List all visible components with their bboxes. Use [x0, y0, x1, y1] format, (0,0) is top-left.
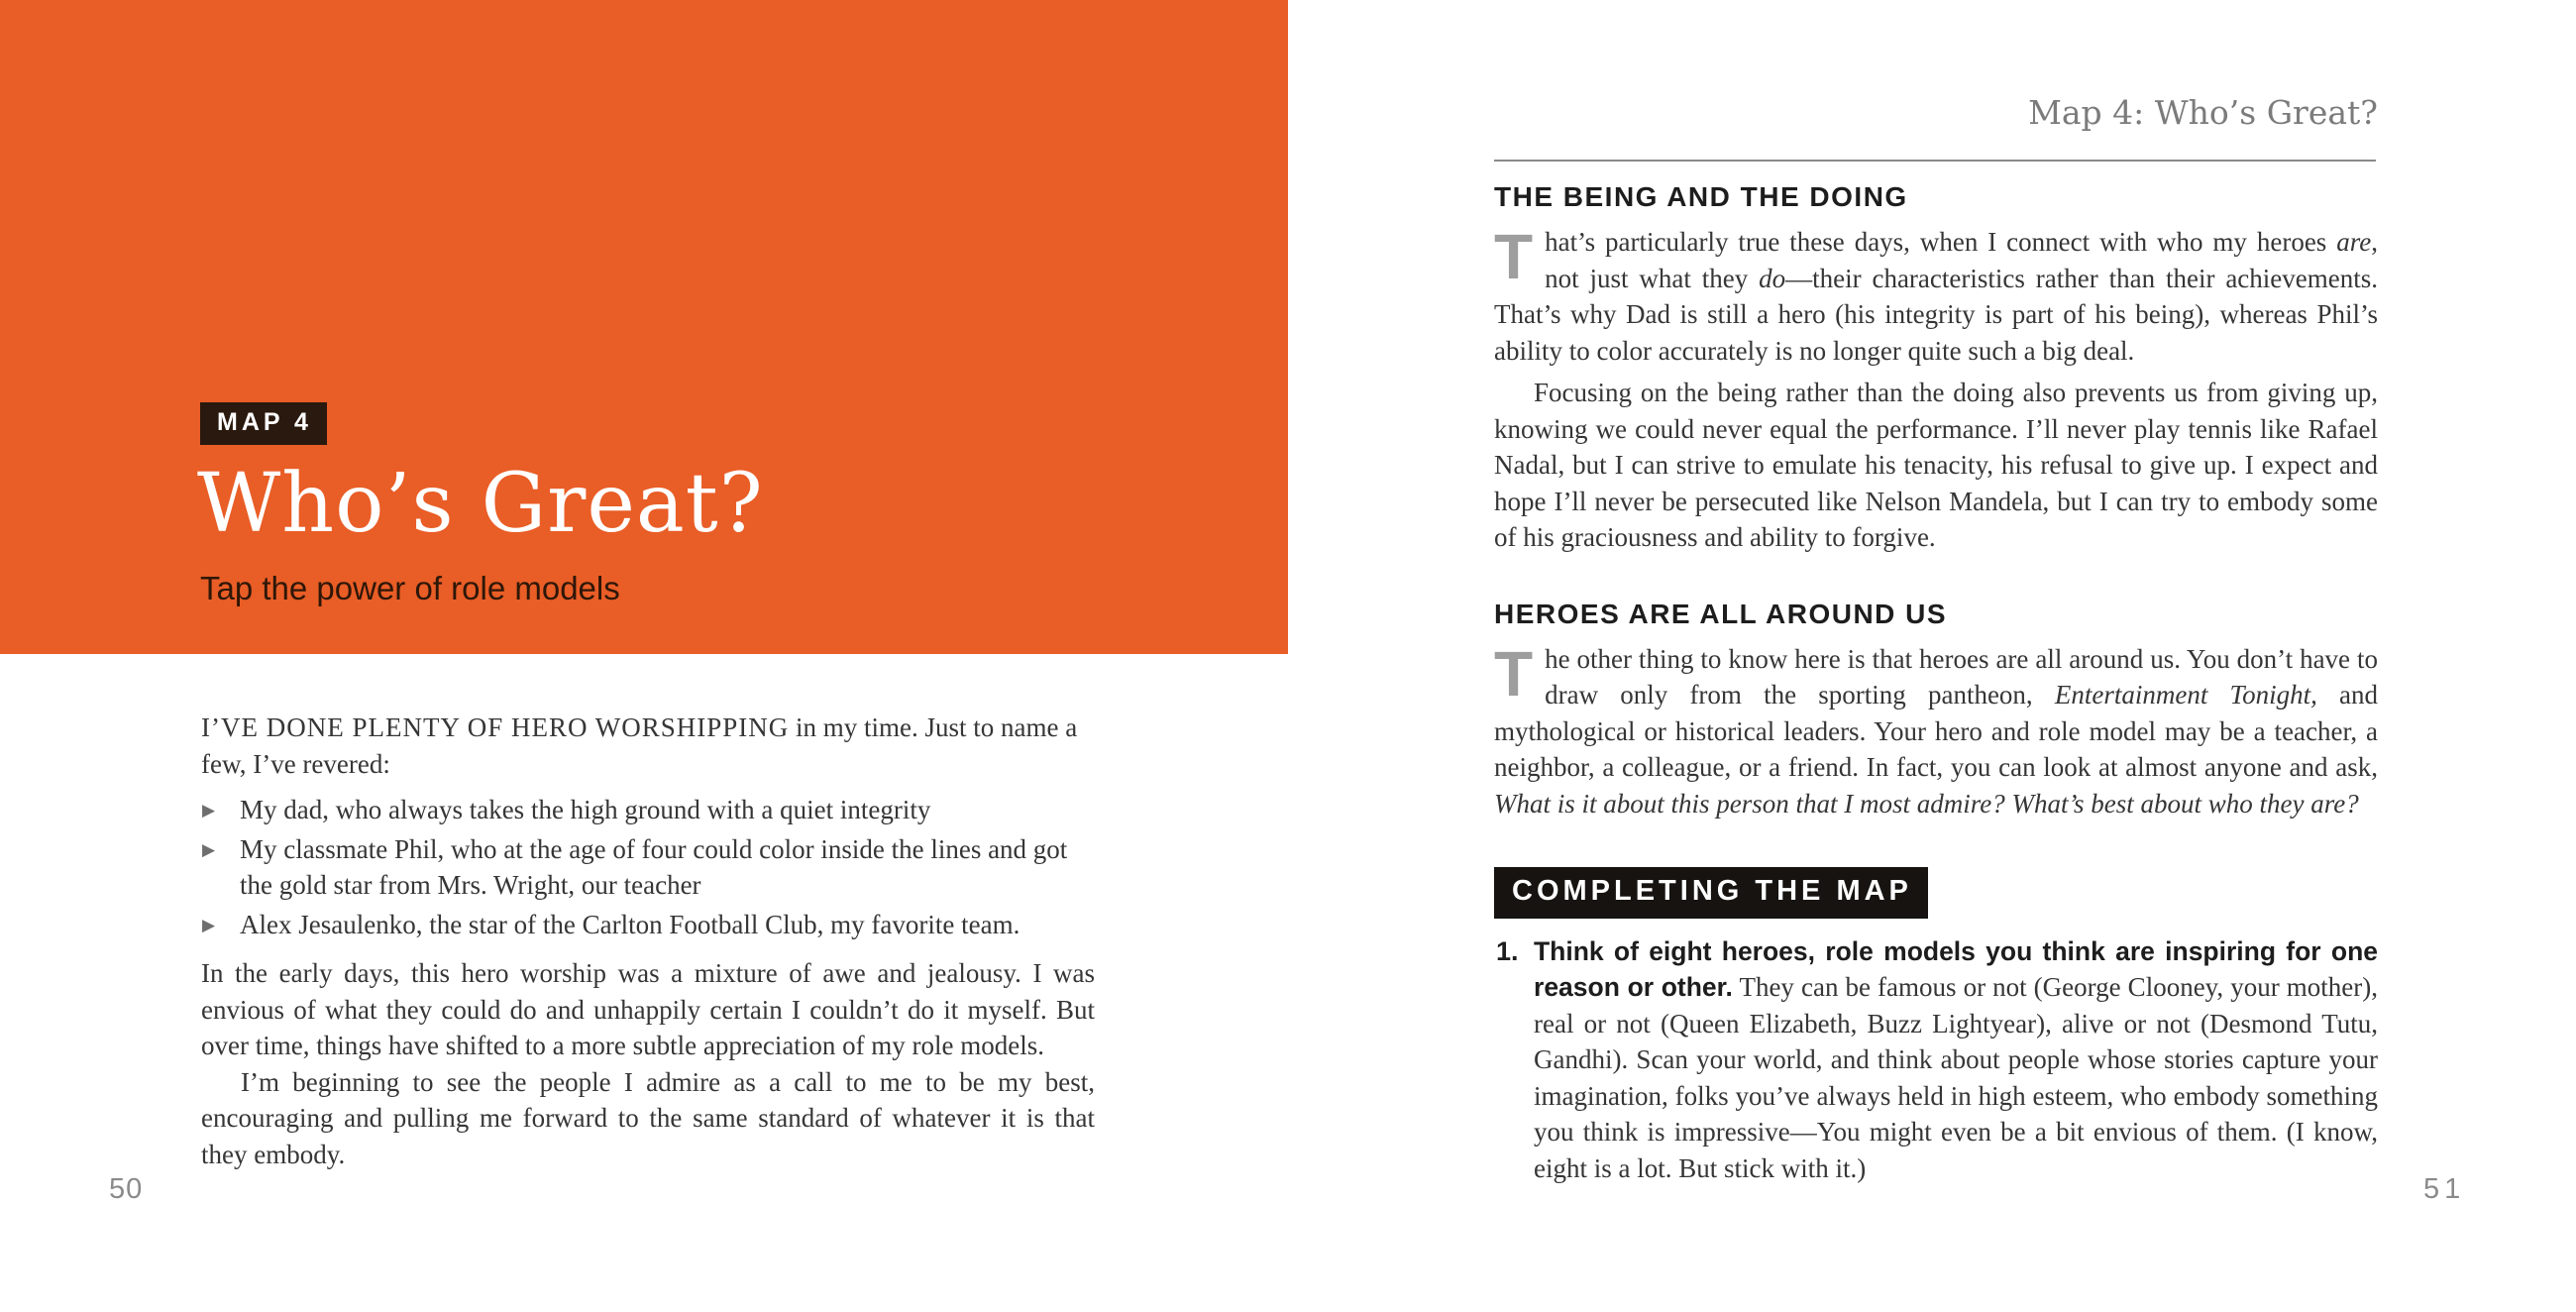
paragraph-text: he other thing to know here is that heroes are all around us. You don’t have to draw only from the sporting pantheon, Entertainment Tonight, and mythological or historical leaders. Your hero and role model may be a teacher, a neighbor, a colleague, or a friend. In fact, you can look at almost anyone and ask, What is it about this person that I most admire? What’s best about who they are?	[1494, 643, 2378, 819]
section-heading: HEROES ARE ALL AROUND US	[1494, 598, 1948, 629]
step-rest-text: They can be famous or not (George Clooney, your mother), real or not (Queen Elizabeth, Buzz Lightyear), alive or not (Desmond Tutu, Gandhi). Scan your world, and think about people whose stories capture your imagination, folks you’ve always held in high esteem, who embody something you think is impressive—You might even be a bit envious of them. (I know, eight is a lot. But stick with it.)	[1534, 972, 2378, 1183]
page-number-right: 51	[2423, 1173, 2466, 1205]
step-number: 1.	[1496, 935, 1519, 966]
map-steps-list	[1494, 933, 2378, 1187]
chapter-badge: MAP 4	[200, 402, 327, 445]
body-paragraph: In the early days, this hero worship was a mixture of awe and jealousy. I was envious of what they could do and unhappily certain I couldn’t do it myself. But over time, things have shifted to a more subtle appreciation of my role models.	[201, 958, 1095, 1060]
dropcap-letter: T	[1494, 221, 1534, 292]
page-number-left: 50	[109, 1173, 144, 1205]
left-text-column	[201, 710, 1095, 1172]
intro-paragraph	[201, 710, 1095, 782]
body-paragraph	[1494, 375, 2378, 556]
bullet-triangle-icon: ▶	[202, 839, 216, 860]
list-item	[201, 792, 1095, 828]
list-item-text: My classmate Phil, who at the age of four could color inside the lines and got the gold star from Mrs. Wright, our teacher	[240, 833, 1068, 900]
running-head: Map 4: Who’s Great?	[2028, 93, 2378, 132]
chapter-title: Who’s Great?	[197, 457, 764, 551]
right-text-column	[1494, 182, 2378, 1186]
section-heading: THE BEING AND THE DOING	[1494, 181, 1908, 212]
intro-rest: in my time. Just to name a few, I’ve revered:	[201, 712, 1078, 779]
paragraph-text: Focusing on the being rather than the doing also prevents us from giving up, knowing we could never equal the performance. I’ll never play tennis like Rafael Nadal, but I can strive to emulate his tenacity, his refusal to give up. I expect and hope I’ll never be persecuted like Nelson Mandela, but I can try to embody some of his graciousness and ability to forgive.	[1494, 378, 2378, 552]
paragraph-text: hat’s particularly true these days, when I connect with who my heroes are, not just what they do—their characteristics rather than their achievements. That’s why Dad is still a hero (his integrity is part of his being), whereas Phil’s ability to color accurately is no longer quite such a big deal.	[1494, 227, 2378, 366]
intro-lead-caps: I’VE DONE PLENTY OF HERO WORSHIPPING	[201, 712, 790, 742]
body-paragraph	[1494, 221, 2378, 369]
chapter-subtitle: Tap the power of role models	[200, 570, 620, 606]
hero-bullet-list	[201, 792, 1095, 942]
list-item	[201, 907, 1095, 943]
dropcap-letter: T	[1494, 637, 1534, 710]
chapter-hero-banner	[0, 0, 1288, 654]
body-paragraph: I’m beginning to see the people I admire as a call to me to be my best, encouraging and pulling me forward to the same standard of whatever it is that they embody.	[201, 1066, 1095, 1169]
bullet-triangle-icon: ▶	[202, 801, 216, 820]
list-item-text: Alex Jesaulenko, the star of the Carlton Football Club, my favorite team.	[240, 909, 1020, 939]
list-item	[1494, 933, 2378, 1187]
list-item	[201, 831, 1095, 904]
bullet-triangle-icon: ▶	[202, 915, 216, 935]
header-rule	[1494, 160, 2376, 162]
list-item-text: My dad, who always takes the high ground with a quiet integrity	[240, 795, 931, 824]
completing-the-map-box: COMPLETING THE MAP	[1494, 867, 1928, 919]
body-paragraph	[1494, 637, 2378, 822]
step-lead-text: Think of eight heroes, role models you think are inspiring for one reason or other.	[1534, 935, 2378, 1002]
